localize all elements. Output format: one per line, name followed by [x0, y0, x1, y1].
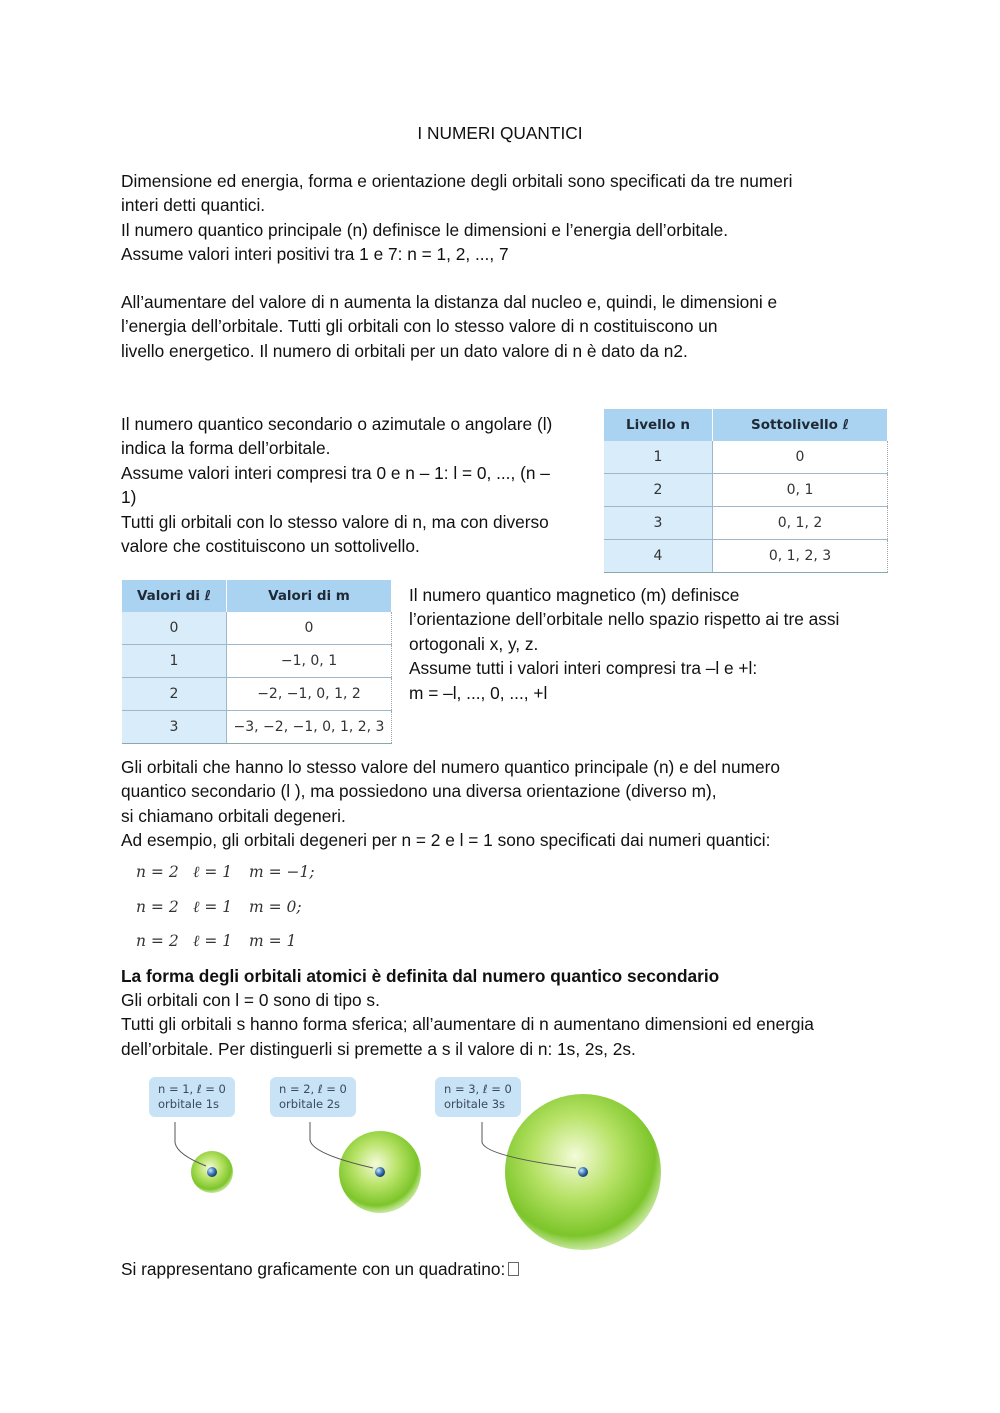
table-header: Livello n: [604, 409, 713, 441]
paragraph-line: All’aumentare del valore di n aumenta la distanza dal nucleo e, quindi, le dimensioni e: [121, 292, 778, 312]
final-text: Si rappresentano graficamente con un quadratino:: [121, 1259, 506, 1279]
intro-paragraph: [121, 169, 792, 267]
secondary-number-paragraph: [121, 412, 552, 558]
quantum-set: [136, 898, 302, 917]
quantum-n: n = 2: [136, 898, 179, 916]
square-icon: [508, 1262, 519, 1276]
paragraph-line: Assume tutti i valori interi compresi tra –l e +l:: [409, 658, 758, 679]
nucleus-icon: [375, 1167, 385, 1177]
table-cell: 2: [122, 678, 227, 711]
orbital-label-2s: [270, 1077, 356, 1117]
intro-line: Il numero quantico principale (n) definisce le dimensioni e l’energia dell’orbitale.: [121, 219, 729, 240]
intro-line: Dimensione ed energia, forma e orientazione degli orbitali sono specificati da tre numeri: [121, 171, 793, 191]
table-cell: 3: [122, 711, 227, 744]
table-cell: 1: [604, 441, 713, 474]
orbital-label-name: orbitale 1s: [158, 1097, 220, 1111]
paragraph-line: Gli orbitali con l = 0 sono di tipo s.: [121, 990, 380, 1010]
page-title: I NUMERI QUANTICI: [417, 123, 583, 143]
orbital-label-3s: [435, 1077, 521, 1117]
paragraph-line: m = –l, ..., 0, ..., +l: [409, 682, 548, 703]
quantum-n: n = 2: [136, 932, 179, 950]
paragraph-line: ortogonali x, y, z.: [409, 633, 539, 654]
paragraph-line: indica la forma dell’orbitale.: [121, 438, 331, 459]
s-orbital-paragraph: [121, 988, 814, 1061]
paragraph-line: quantico secondario (l ), ma possiedono una diversa orientazione (diverso m),: [121, 781, 717, 802]
quantum-l: ℓ = 1: [193, 898, 233, 916]
orbital-label-1s: [149, 1077, 235, 1117]
quantum-m: m = −1;: [249, 863, 315, 881]
paragraph-line: 1): [121, 487, 137, 508]
table-cell: −1, 0, 1: [227, 645, 392, 678]
intro-line: interi detti quantici.: [121, 195, 266, 216]
table-cell: 2: [604, 474, 713, 507]
table-cell: 0, 1: [713, 474, 888, 507]
table-cell: 0, 1, 2, 3: [713, 540, 888, 573]
quantum-n: n = 2: [136, 863, 179, 881]
quantum-set: [136, 863, 315, 882]
table-cell: −3, −2, −1, 0, 1, 2, 3: [227, 711, 392, 744]
table-cell: 0: [227, 612, 392, 645]
table-row: [122, 612, 392, 645]
table-cell: 0: [122, 612, 227, 645]
nucleus-icon: [207, 1167, 217, 1177]
paragraph-line: Ad esempio, gli orbitali degeneri per n = 2 e l = 1 sono specificati dai numeri quantici:: [121, 830, 771, 851]
table-row: [604, 474, 888, 507]
orbital-label-name: orbitale 3s: [444, 1097, 506, 1111]
degenerate-orbitals-paragraph: [121, 755, 780, 853]
paragraph-line: livello energetico. Il numero di orbitali per un dato valore di n è dato da n2.: [121, 340, 688, 361]
orbital-label-quantum: n = 3, ℓ = 0: [444, 1082, 512, 1096]
paragraph-line: si chiamano orbitali degeneri.: [121, 805, 346, 826]
section-heading: La forma degli orbitali atomici è definita dal numero quantico secondario: [121, 966, 720, 986]
table-header: Valori di ℓ: [122, 580, 227, 612]
paragraph-line: Gli orbitali che hanno lo stesso valore del numero quantico principale (n) e del numero: [121, 757, 780, 777]
table-row: [122, 678, 392, 711]
l-m-values-table: [122, 580, 392, 744]
paragraph-line: l’orientazione dell’orbitale nello spazio rispetto ai tre assi: [409, 609, 840, 630]
table-row: [604, 540, 888, 573]
quantum-m: m = 1: [249, 932, 297, 950]
orbital-label-quantum: n = 1, ℓ = 0: [158, 1082, 226, 1096]
table-cell: 0, 1, 2: [713, 507, 888, 540]
table-cell: 3: [604, 507, 713, 540]
orbital-label-name: orbitale 2s: [279, 1097, 341, 1111]
table-row: [122, 711, 392, 744]
final-line: [121, 1257, 519, 1281]
quantum-m: m = 0;: [249, 898, 302, 916]
table-header: Sottolivello ℓ: [713, 409, 888, 441]
quantum-set: [136, 932, 296, 951]
paragraph-line: Assume valori interi compresi tra 0 e n – 1: l = 0, ..., (n –: [121, 462, 550, 483]
magnetic-number-paragraph: [409, 583, 839, 705]
nucleus-icon: [578, 1167, 588, 1177]
quantum-l: ℓ = 1: [193, 932, 233, 950]
table-cell: 1: [122, 645, 227, 678]
table-row: [604, 441, 888, 474]
level-sublevel-table: [604, 409, 888, 573]
table-cell: −2, −1, 0, 1, 2: [227, 678, 392, 711]
paragraph-line: valore che costituiscono un sottolivello.: [121, 536, 420, 557]
table-header-row: [122, 580, 392, 612]
quantum-l: ℓ = 1: [193, 863, 233, 881]
orbital-label-quantum: n = 2, ℓ = 0: [279, 1082, 347, 1096]
table-cell: 0: [713, 441, 888, 474]
intro-line: Assume valori interi positivi tra 1 e 7: n = 1, 2, ..., 7: [121, 244, 509, 265]
energy-level-paragraph: [121, 290, 777, 363]
table-header: Valori di m: [227, 580, 392, 612]
paragraph-line: Il numero quantico secondario o azimutale o angolare (l): [121, 414, 553, 434]
paragraph-line: dell’orbitale. Per distinguerli si premette a s il valore di n: 1s, 2s, 2s.: [121, 1038, 636, 1059]
paragraph-line: Tutti gli orbitali s hanno forma sferica; all’aumentare di n aumentano dimensioni ed energia: [121, 1014, 814, 1035]
table-row: [604, 507, 888, 540]
paragraph-line: Tutti gli orbitali con lo stesso valore di n, ma con diverso: [121, 511, 549, 532]
table-row: [122, 645, 392, 678]
table-header-row: [604, 409, 888, 441]
paragraph-line: l’energia dell’orbitale. Tutti gli orbitali con lo stesso valore di n costituiscono un: [121, 316, 718, 337]
paragraph-line: Il numero quantico magnetico (m) definisce: [409, 585, 740, 605]
table-cell: 4: [604, 540, 713, 573]
